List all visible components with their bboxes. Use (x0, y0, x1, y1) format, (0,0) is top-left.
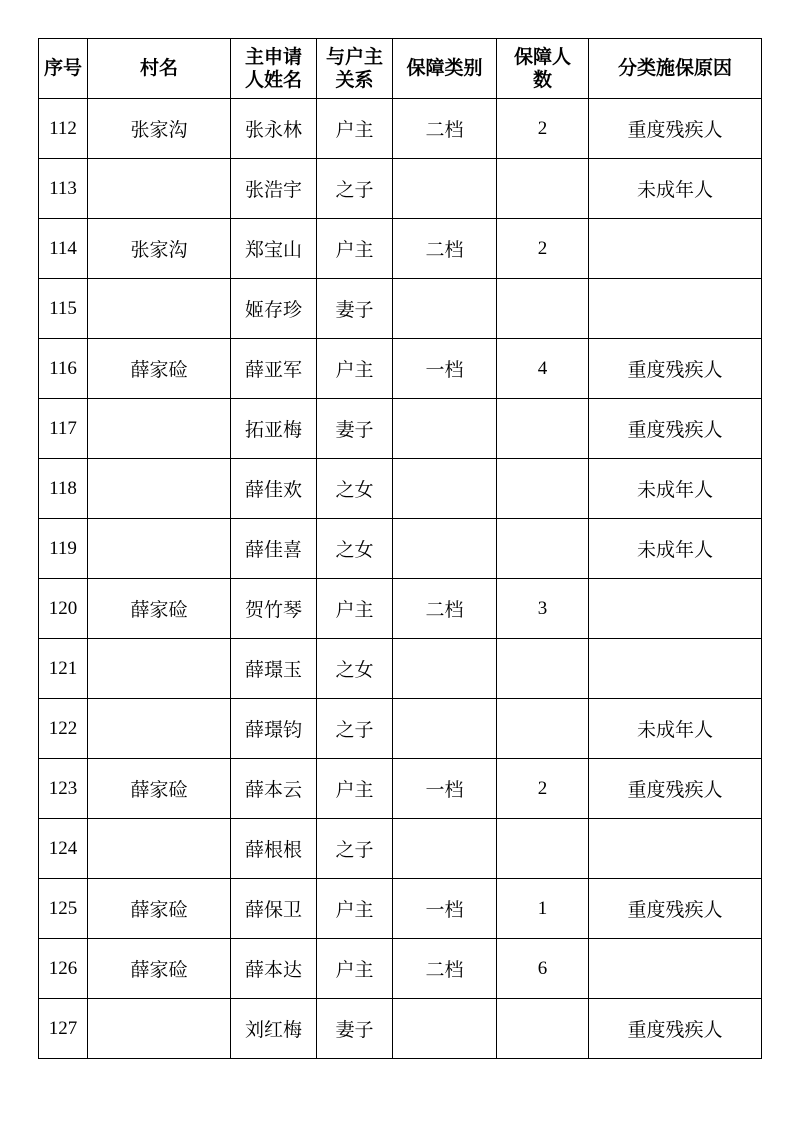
cell-village (88, 819, 231, 879)
cell-applicant-name: 贺竹琴 (231, 579, 317, 639)
header-relation-line1: 与户主 (325, 45, 383, 68)
cell-relation: 之女 (317, 639, 393, 699)
cell-category: 二档 (393, 579, 497, 639)
table-row (39, 819, 762, 879)
cell-category (393, 999, 497, 1059)
table-row (39, 759, 762, 819)
assistance-roster-table (38, 38, 762, 1059)
cell-category (393, 639, 497, 699)
cell-category (393, 159, 497, 219)
cell-category: 一档 (393, 879, 497, 939)
header-relation (317, 39, 393, 99)
cell-applicant-name: 薛璟玉 (231, 639, 317, 699)
header-applicant-line1: 主申请 (244, 45, 302, 68)
cell-reason: 重度残疾人 (589, 339, 762, 399)
cell-village: 薛家硷 (88, 759, 231, 819)
table-row (39, 519, 762, 579)
cell-village (88, 639, 231, 699)
cell-count (497, 819, 589, 879)
cell-count (497, 519, 589, 579)
cell-count: 2 (497, 759, 589, 819)
cell-relation: 之子 (317, 699, 393, 759)
cell-category (393, 279, 497, 339)
table-row (39, 579, 762, 639)
cell-village: 张家沟 (88, 219, 231, 279)
cell-seq: 118 (39, 459, 88, 519)
header-village: 村名 (88, 39, 231, 99)
cell-count: 2 (497, 99, 589, 159)
cell-village (88, 519, 231, 579)
table-row (39, 459, 762, 519)
cell-village (88, 159, 231, 219)
cell-relation: 户主 (317, 219, 393, 279)
cell-count: 1 (497, 879, 589, 939)
header-applicant (231, 39, 317, 99)
table-row (39, 699, 762, 759)
table-row (39, 399, 762, 459)
cell-seq: 122 (39, 699, 88, 759)
header-count-line2: 数 (532, 68, 552, 91)
table-row (39, 279, 762, 339)
cell-reason: 重度残疾人 (589, 759, 762, 819)
cell-applicant-name: 薛佳喜 (231, 519, 317, 579)
table-row (39, 99, 762, 159)
cell-reason (589, 219, 762, 279)
cell-reason (589, 939, 762, 999)
cell-relation: 之子 (317, 819, 393, 879)
table-row (39, 219, 762, 279)
cell-seq: 114 (39, 219, 88, 279)
cell-seq: 112 (39, 99, 88, 159)
cell-category (393, 819, 497, 879)
cell-reason (589, 279, 762, 339)
cell-category: 一档 (393, 759, 497, 819)
cell-seq: 121 (39, 639, 88, 699)
cell-relation: 妻子 (317, 999, 393, 1059)
cell-seq: 115 (39, 279, 88, 339)
cell-count: 3 (497, 579, 589, 639)
cell-reason (589, 639, 762, 699)
cell-village: 薛家硷 (88, 879, 231, 939)
cell-village: 薛家硷 (88, 579, 231, 639)
cell-applicant-name: 张永林 (231, 99, 317, 159)
cell-category (393, 459, 497, 519)
cell-category: 一档 (393, 339, 497, 399)
cell-seq: 124 (39, 819, 88, 879)
cell-relation: 之女 (317, 519, 393, 579)
cell-village (88, 999, 231, 1059)
cell-applicant-name: 薛根根 (231, 819, 317, 879)
cell-reason: 未成年人 (589, 699, 762, 759)
cell-applicant-name: 张浩宇 (231, 159, 317, 219)
cell-count: 2 (497, 219, 589, 279)
cell-category: 二档 (393, 99, 497, 159)
cell-category (393, 699, 497, 759)
cell-seq: 117 (39, 399, 88, 459)
table-row (39, 939, 762, 999)
cell-category (393, 399, 497, 459)
cell-applicant-name: 薛璟钧 (231, 699, 317, 759)
cell-seq: 123 (39, 759, 88, 819)
table-row (39, 159, 762, 219)
cell-applicant-name: 薛本达 (231, 939, 317, 999)
table-row (39, 999, 762, 1059)
cell-count: 4 (497, 339, 589, 399)
cell-reason: 重度残疾人 (589, 999, 762, 1059)
cell-relation: 妻子 (317, 279, 393, 339)
table-row (39, 339, 762, 399)
cell-applicant-name: 薛佳欢 (231, 459, 317, 519)
cell-category (393, 519, 497, 579)
cell-reason (589, 579, 762, 639)
cell-seq: 127 (39, 999, 88, 1059)
cell-seq: 125 (39, 879, 88, 939)
header-count-line1: 保障人 (513, 45, 571, 68)
cell-count (497, 699, 589, 759)
cell-relation: 妻子 (317, 399, 393, 459)
cell-count (497, 399, 589, 459)
header-seq: 序号 (39, 39, 88, 99)
cell-count (497, 459, 589, 519)
table-row (39, 639, 762, 699)
cell-seq: 113 (39, 159, 88, 219)
cell-seq: 126 (39, 939, 88, 999)
cell-seq: 119 (39, 519, 88, 579)
header-reason: 分类施保原因 (589, 39, 762, 99)
cell-count (497, 279, 589, 339)
cell-relation: 之子 (317, 159, 393, 219)
cell-applicant-name: 薛本云 (231, 759, 317, 819)
header-relation-line2: 关系 (335, 68, 374, 91)
header-applicant-line2: 人姓名 (244, 68, 302, 91)
cell-reason: 未成年人 (589, 519, 762, 579)
cell-reason (589, 819, 762, 879)
table-body (39, 99, 762, 1059)
cell-village (88, 699, 231, 759)
cell-village (88, 459, 231, 519)
cell-reason: 未成年人 (589, 159, 762, 219)
cell-applicant-name: 郑宝山 (231, 219, 317, 279)
cell-count (497, 159, 589, 219)
cell-reason: 未成年人 (589, 459, 762, 519)
cell-count (497, 999, 589, 1059)
cell-village (88, 399, 231, 459)
cell-category: 二档 (393, 219, 497, 279)
cell-applicant-name: 刘红梅 (231, 999, 317, 1059)
cell-seq: 116 (39, 339, 88, 399)
cell-village: 张家沟 (88, 99, 231, 159)
table-row (39, 879, 762, 939)
header-category: 保障类别 (393, 39, 497, 99)
cell-applicant-name: 拓亚梅 (231, 399, 317, 459)
cell-village: 薛家硷 (88, 339, 231, 399)
cell-applicant-name: 薛保卫 (231, 879, 317, 939)
cell-count (497, 639, 589, 699)
cell-category: 二档 (393, 939, 497, 999)
cell-relation: 户主 (317, 579, 393, 639)
cell-applicant-name: 姬存珍 (231, 279, 317, 339)
cell-village: 薛家硷 (88, 939, 231, 999)
cell-applicant-name: 薛亚军 (231, 339, 317, 399)
cell-reason: 重度残疾人 (589, 99, 762, 159)
cell-village (88, 279, 231, 339)
header-count (497, 39, 589, 99)
cell-relation: 户主 (317, 879, 393, 939)
cell-seq: 120 (39, 579, 88, 639)
cell-count: 6 (497, 939, 589, 999)
cell-relation: 之女 (317, 459, 393, 519)
cell-relation: 户主 (317, 759, 393, 819)
cell-reason: 重度残疾人 (589, 399, 762, 459)
cell-reason: 重度残疾人 (589, 879, 762, 939)
header-row (39, 39, 762, 99)
cell-relation: 户主 (317, 339, 393, 399)
cell-relation: 户主 (317, 99, 393, 159)
cell-relation: 户主 (317, 939, 393, 999)
